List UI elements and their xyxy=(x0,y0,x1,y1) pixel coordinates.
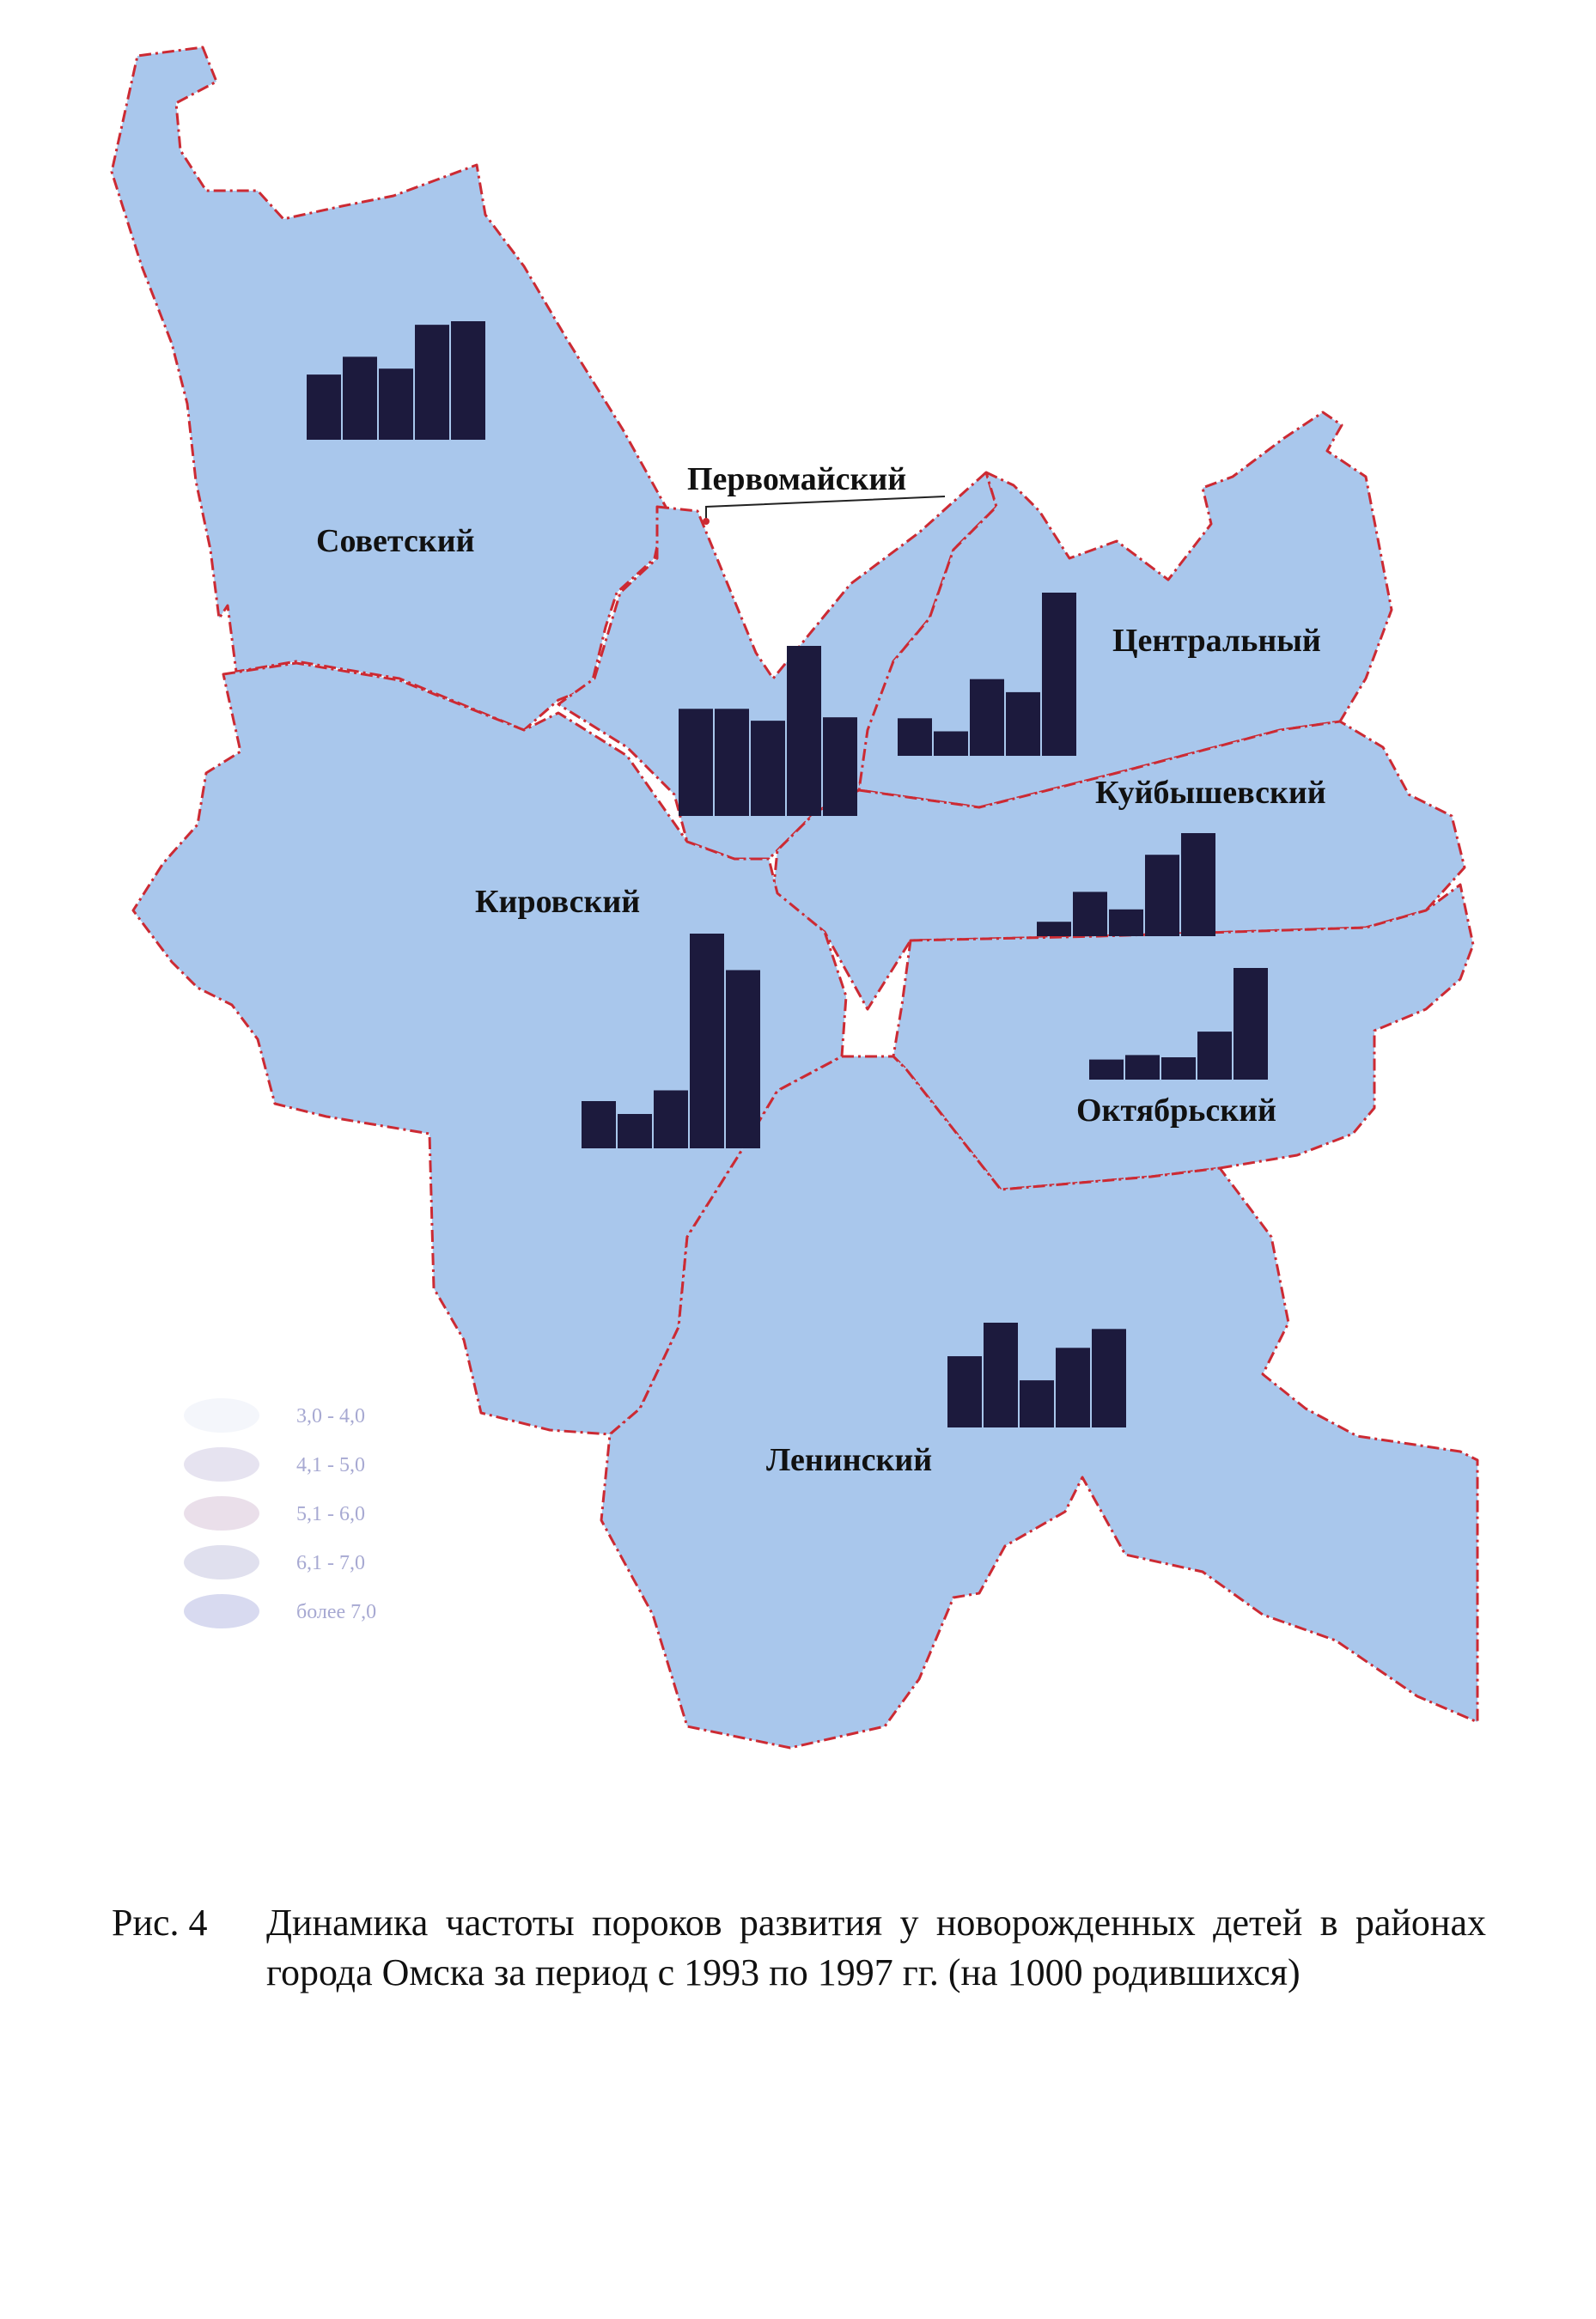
bar-kirovsky-1997 xyxy=(726,971,760,1149)
bar-sovetsky-1994 xyxy=(343,356,377,440)
bar-oktyabrsky-1993 xyxy=(1089,1060,1124,1080)
legend xyxy=(184,1398,376,1628)
bar-centralny-1994 xyxy=(934,732,968,757)
bar-kirovsky-1995 xyxy=(654,1091,688,1149)
bar-oktyabrsky-1997 xyxy=(1234,968,1268,1080)
bar-leninsky-1995 xyxy=(1020,1380,1054,1427)
bar-oktyabrsky-1996 xyxy=(1197,1032,1232,1080)
bar-pervomaysky-1993 xyxy=(679,709,713,816)
bar-kuybyshevsky-1994 xyxy=(1073,892,1107,936)
pervomaysky-pointer-dot xyxy=(703,518,710,525)
district-label-pervomaysky: Первомайский xyxy=(687,461,907,497)
bar-kirovsky-1996 xyxy=(690,934,724,1148)
district-label-sovetsky: Советский xyxy=(316,523,475,559)
bar-pervomaysky-1994 xyxy=(715,709,749,816)
legend-swatch-1 xyxy=(184,1398,259,1433)
legend-swatch-5 xyxy=(184,1594,259,1628)
bar-kuybyshevsky-1997 xyxy=(1181,833,1215,936)
legend-label-5: более 7,0 xyxy=(296,1601,377,1623)
bar-leninsky-1993 xyxy=(947,1356,982,1427)
bar-sovetsky-1995 xyxy=(379,368,413,440)
legend-label-2: 4,1 - 5,0 xyxy=(296,1454,365,1476)
bar-kuybyshevsky-1995 xyxy=(1109,910,1143,936)
bar-pervomaysky-1997 xyxy=(823,717,857,816)
legend-label-1: 3,0 - 4,0 xyxy=(296,1405,365,1427)
pervomaysky-label-pointer xyxy=(706,496,945,520)
bar-sovetsky-1997 xyxy=(451,321,485,440)
bar-leninsky-1994 xyxy=(984,1323,1018,1427)
district-label-kirovsky: Кировский xyxy=(475,884,641,920)
bar-centralny-1997 xyxy=(1042,593,1076,756)
bar-sovetsky-1993 xyxy=(307,374,341,440)
caption-label: Рис. 4 xyxy=(112,1902,208,1944)
bar-leninsky-1996 xyxy=(1056,1348,1090,1427)
bar-pervomaysky-1996 xyxy=(787,646,821,816)
legend-label-3: 5,1 - 6,0 xyxy=(296,1503,365,1525)
bar-oktyabrsky-1994 xyxy=(1125,1055,1160,1080)
caption-text: Динамика частоты пороков развития у новорожденных детей в районах города Омска за период с 1993 по 1997 гг. (на 1000 родившихся) xyxy=(266,1902,1486,1993)
bar-centralny-1996 xyxy=(1006,692,1040,756)
legend-swatch-4 xyxy=(184,1545,259,1579)
district-label-centralny: Центральный xyxy=(1112,623,1321,659)
legend-swatch-3 xyxy=(184,1496,259,1531)
bar-centralny-1993 xyxy=(898,718,932,756)
bar-kuybyshevsky-1996 xyxy=(1145,855,1179,936)
district-label-leninsky: Ленинский xyxy=(766,1442,933,1478)
bar-kirovsky-1994 xyxy=(618,1114,652,1148)
bar-sovetsky-1996 xyxy=(415,325,449,440)
legend-swatch-2 xyxy=(184,1447,259,1482)
bar-pervomaysky-1995 xyxy=(751,721,785,816)
districts xyxy=(112,47,1477,1748)
district-label-oktyabrsky: Октябрьский xyxy=(1076,1093,1276,1129)
bar-centralny-1995 xyxy=(970,679,1004,756)
district-label-kuybyshevsky: Куйбышевский xyxy=(1095,775,1326,811)
bar-kuybyshevsky-1993 xyxy=(1037,922,1071,936)
legend-label-4: 6,1 - 7,0 xyxy=(296,1552,365,1574)
bar-leninsky-1997 xyxy=(1092,1329,1126,1427)
bar-kirovsky-1993 xyxy=(582,1101,616,1148)
bar-oktyabrsky-1995 xyxy=(1161,1057,1196,1080)
